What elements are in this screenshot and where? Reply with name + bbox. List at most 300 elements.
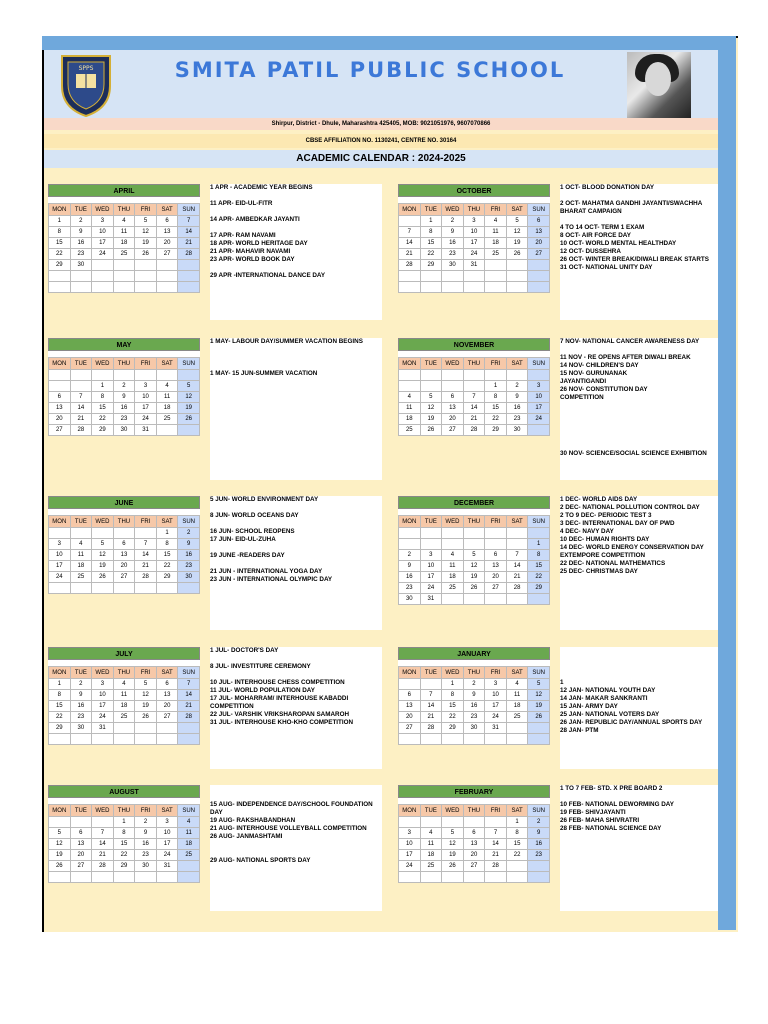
date-cell: 18 [485, 238, 507, 249]
section-band [44, 770, 718, 784]
event-line [210, 849, 382, 857]
day-name: SUN [178, 516, 200, 528]
event-line: 29 APR -INTERNATIONAL DANCE DAY [210, 272, 326, 279]
event-line [560, 647, 718, 655]
day-name: SAT [506, 667, 528, 679]
top-bar [42, 36, 736, 50]
date-cell: 26 [442, 861, 464, 872]
day-name: FRI [485, 358, 507, 370]
event-line [210, 224, 382, 232]
date-cell [442, 539, 464, 550]
date-cell [442, 370, 464, 381]
date-cell [485, 594, 507, 605]
event-line: 7 NOV- NATIONAL CANCER AWARENESS DAY [560, 338, 700, 345]
day-name: WED [442, 805, 464, 817]
date-cell: 19 [463, 572, 485, 583]
event-line: 17 JUL- MOHARRAM/ INTERHOUSE KABADDI [210, 695, 349, 702]
date-cell: 28 [178, 249, 200, 260]
date-cell [70, 370, 92, 381]
date-cell [442, 528, 464, 539]
event-line: 1 APR - ACADEMIC YEAR BEGINS [210, 184, 313, 191]
date-cell: 8 [156, 539, 178, 550]
date-cell [156, 872, 178, 883]
date-cell: 15 [506, 839, 528, 850]
date-cell: 9 [178, 539, 200, 550]
date-cell: 7 [178, 216, 200, 227]
section-band [44, 632, 718, 646]
date-cell: 26 [135, 712, 157, 723]
date-cell: 28 [92, 861, 114, 872]
event-line [560, 426, 718, 434]
date-cell [528, 734, 550, 745]
date-cell: 15 [49, 238, 71, 249]
date-cell: 4 [113, 679, 135, 690]
date-cell: 26 [420, 425, 442, 436]
date-cell: 24 [420, 583, 442, 594]
event-line [210, 560, 382, 568]
date-cell [135, 872, 157, 883]
event-line: 1 OCT- BLOOD DONATION DAY [560, 184, 655, 191]
date-cell: 23 [506, 414, 528, 425]
date-cell [463, 271, 485, 282]
date-cell: 8 [442, 690, 464, 701]
date-cell: 3 [92, 216, 114, 227]
date-cell [70, 583, 92, 594]
date-cell: 11 [442, 561, 464, 572]
affiliation-line: CBSE AFFILIATION NO. 1130241, CENTRE NO. 30164 [44, 134, 718, 148]
date-cell: 7 [70, 392, 92, 403]
event-line: 2 OCT- MAHATMA GANDHI JAYANTI/SWACHHA [560, 200, 703, 207]
date-cell: 16 [399, 572, 421, 583]
date-cell: 12 [135, 690, 157, 701]
date-cell [399, 817, 421, 828]
event-line: COMPETITION [560, 394, 604, 401]
date-cell: 5 [528, 679, 550, 690]
date-cell: 2 [399, 550, 421, 561]
event-line: 1 JUL- DOCTOR'S DAY [210, 647, 279, 654]
section-band [44, 170, 718, 184]
event-line [210, 264, 382, 272]
date-cell: 1 [528, 539, 550, 550]
event-line [210, 192, 382, 200]
date-cell [156, 425, 178, 436]
date-cell [92, 260, 114, 271]
date-cell [420, 817, 442, 828]
date-cell: 26 [135, 249, 157, 260]
event-line: 14 DEC- WORLD ENERGY CONSERVATION DAY [560, 544, 704, 551]
event-line: 3 DEC- INTERNATIONAL DAY OF PWD [560, 520, 675, 527]
date-cell [399, 528, 421, 539]
event-line [210, 346, 382, 354]
date-cell: 2 [442, 216, 464, 227]
date-cell: 5 [135, 216, 157, 227]
events-list-june [210, 496, 382, 630]
day-name: TUE [70, 358, 92, 370]
day-name: TUE [420, 358, 442, 370]
date-cell [442, 282, 464, 293]
date-cell: 2 [135, 817, 157, 828]
date-cell: 28 [463, 425, 485, 436]
date-cell: 4 [399, 392, 421, 403]
date-cell: 9 [506, 392, 528, 403]
day-name: FRI [135, 516, 157, 528]
event-line: COMPETITION [210, 703, 254, 710]
event-line: 22 DEC- NATIONAL MATHEMATICS [560, 560, 666, 567]
event-line: 1 TO 7 FEB- STD. X PRE BOARD 2 [560, 785, 663, 792]
event-line: 21 AUG- INTERHOUSE VOLLEYBALL COMPETITION [210, 825, 367, 832]
event-line: 10 OCT- WORLD MENTAL HEALTHDAY [560, 240, 677, 247]
date-cell [420, 381, 442, 392]
date-cell [135, 528, 157, 539]
date-cell [463, 734, 485, 745]
date-cell [135, 583, 157, 594]
event-line: 26 AUG- JANMASHTAMI [210, 833, 283, 840]
date-cell [399, 539, 421, 550]
date-cell: 21 [70, 414, 92, 425]
date-cell: 11 [113, 227, 135, 238]
month-calendar-february [398, 785, 550, 883]
date-cell: 6 [442, 392, 464, 403]
day-name: MON [399, 805, 421, 817]
date-cell: 3 [156, 817, 178, 828]
date-cell: 29 [528, 583, 550, 594]
event-line: 21 JUN - INTERNATIONAL YOGA DAY [210, 568, 323, 575]
date-cell: 8 [49, 690, 71, 701]
day-name: TUE [420, 667, 442, 679]
event-line: 23 JUN - INTERNATIONAL OLYMPIC DAY [210, 576, 333, 583]
date-cell: 1 [49, 216, 71, 227]
date-cell [485, 260, 507, 271]
date-cell [528, 594, 550, 605]
date-cell [156, 583, 178, 594]
date-cell [113, 271, 135, 282]
event-line [560, 216, 718, 224]
day-name: MON [49, 667, 71, 679]
day-name: TUE [420, 805, 442, 817]
day-name: SUN [178, 667, 200, 679]
date-cell [113, 872, 135, 883]
month-name: APRIL [48, 184, 200, 197]
date-cell: 10 [463, 227, 485, 238]
date-cell: 16 [506, 403, 528, 414]
date-cell: 11 [399, 403, 421, 414]
right-bar [718, 50, 736, 930]
date-cell [463, 381, 485, 392]
date-cell: 30 [399, 594, 421, 605]
event-line [560, 418, 718, 426]
date-cell: 15 [49, 701, 71, 712]
date-cell: 6 [156, 679, 178, 690]
date-cell: 23 [178, 561, 200, 572]
events-list-december [560, 496, 718, 630]
day-name: SAT [156, 667, 178, 679]
event-line: 15 JAN- ARMY DAY [560, 703, 618, 710]
date-cell: 29 [113, 861, 135, 872]
day-name: FRI [135, 805, 157, 817]
event-line [560, 192, 718, 200]
event-line [210, 793, 382, 801]
date-cell: 14 [399, 238, 421, 249]
date-cell: 19 [178, 403, 200, 414]
date-cell: 23 [463, 712, 485, 723]
date-cell [178, 370, 200, 381]
date-cell: 6 [70, 828, 92, 839]
event-line: 10 DEC- HUMAN RIGHTS DAY [560, 536, 650, 543]
calendar-title: ACADEMIC CALENDAR : 2024-2025 [44, 150, 718, 168]
event-line: BHARAT CAMPAIGN [560, 208, 622, 215]
date-cell [506, 872, 528, 883]
date-cell: 21 [92, 850, 114, 861]
date-cell: 2 [70, 216, 92, 227]
event-line: 30 NOV- SCIENCE/SOCIAL SCIENCE EXHIBITION [560, 450, 707, 457]
date-cell [49, 528, 71, 539]
date-cell: 6 [49, 392, 71, 403]
date-cell: 31 [135, 425, 157, 436]
date-cell [92, 528, 114, 539]
date-cell [92, 817, 114, 828]
date-cell: 11 [156, 392, 178, 403]
event-line: 12 OCT- DUSSEHRA [560, 248, 621, 255]
date-cell: 8 [92, 392, 114, 403]
date-cell: 26 [528, 712, 550, 723]
event-line: 19 AUG- RAKSHABANDHAN [210, 817, 296, 824]
date-cell [92, 734, 114, 745]
date-cell: 27 [485, 583, 507, 594]
date-cell: 14 [178, 690, 200, 701]
event-line: 23 APR- WORLD BOOK DAY [210, 256, 295, 263]
date-cell: 8 [420, 227, 442, 238]
date-cell: 17 [528, 403, 550, 414]
date-cell [506, 539, 528, 550]
date-cell: 11 [485, 227, 507, 238]
date-cell: 1 [156, 528, 178, 539]
date-cell: 26 [92, 572, 114, 583]
date-cell [135, 282, 157, 293]
date-cell: 22 [485, 414, 507, 425]
events-list-april [210, 184, 382, 320]
date-cell: 18 [506, 701, 528, 712]
date-cell [528, 260, 550, 271]
date-cell: 27 [49, 425, 71, 436]
day-name: THU [463, 358, 485, 370]
date-cell: 7 [485, 828, 507, 839]
date-cell: 17 [49, 561, 71, 572]
date-cell: 13 [70, 839, 92, 850]
date-cell: 25 [399, 425, 421, 436]
date-cell: 4 [178, 817, 200, 828]
date-cell [485, 528, 507, 539]
day-name: SUN [528, 204, 550, 216]
event-line [210, 208, 382, 216]
date-cell: 25 [178, 850, 200, 861]
month-calendar-august [48, 785, 200, 883]
date-cell: 12 [528, 690, 550, 701]
date-cell: 9 [463, 690, 485, 701]
date-cell: 24 [49, 572, 71, 583]
date-cell [399, 872, 421, 883]
day-name: SUN [528, 805, 550, 817]
date-cell: 30 [70, 260, 92, 271]
date-cell: 14 [420, 701, 442, 712]
date-cell: 10 [528, 392, 550, 403]
date-cell [463, 539, 485, 550]
event-line: 25 DEC- CHRISTMAS DAY [560, 568, 638, 575]
date-cell [399, 734, 421, 745]
date-cell: 7 [399, 227, 421, 238]
date-cell: 27 [70, 861, 92, 872]
date-cell: 3 [528, 381, 550, 392]
day-name: WED [442, 516, 464, 528]
date-cell [113, 282, 135, 293]
date-cell: 20 [49, 414, 71, 425]
date-cell [92, 282, 114, 293]
date-cell: 31 [485, 723, 507, 734]
date-cell: 15 [485, 403, 507, 414]
date-cell: 19 [420, 414, 442, 425]
day-name: SUN [178, 358, 200, 370]
date-cell: 3 [135, 381, 157, 392]
date-cell: 23 [70, 712, 92, 723]
date-cell: 19 [442, 850, 464, 861]
date-cell: 6 [399, 690, 421, 701]
date-cell [506, 594, 528, 605]
date-cell [420, 679, 442, 690]
date-cell [528, 271, 550, 282]
date-cell [178, 734, 200, 745]
date-cell: 23 [399, 583, 421, 594]
date-cell: 3 [399, 828, 421, 839]
day-name: WED [92, 667, 114, 679]
month-calendar-october [398, 184, 550, 293]
date-cell: 16 [113, 403, 135, 414]
date-cell [506, 528, 528, 539]
day-name: FRI [485, 805, 507, 817]
date-cell: 1 [113, 817, 135, 828]
date-cell [156, 370, 178, 381]
day-name: SUN [178, 204, 200, 216]
date-cell: 20 [113, 561, 135, 572]
date-cell: 17 [92, 701, 114, 712]
day-name: FRI [135, 667, 157, 679]
date-cell: 31 [156, 861, 178, 872]
date-cell: 17 [135, 403, 157, 414]
date-cell [420, 734, 442, 745]
day-name: TUE [70, 204, 92, 216]
day-name: TUE [420, 516, 442, 528]
day-name: TUE [70, 516, 92, 528]
date-cell: 9 [135, 828, 157, 839]
events-list-january [560, 647, 718, 769]
date-cell: 25 [156, 414, 178, 425]
date-cell: 7 [463, 392, 485, 403]
date-cell: 12 [463, 561, 485, 572]
date-cell: 24 [463, 249, 485, 260]
day-name: TUE [420, 204, 442, 216]
day-name: THU [463, 667, 485, 679]
date-cell: 10 [49, 550, 71, 561]
date-cell [528, 425, 550, 436]
date-cell: 27 [528, 249, 550, 260]
day-name: WED [92, 358, 114, 370]
date-cell: 22 [506, 850, 528, 861]
event-line [560, 434, 718, 442]
date-cell [92, 872, 114, 883]
event-line [560, 655, 718, 663]
date-cell: 18 [399, 414, 421, 425]
date-cell [70, 528, 92, 539]
date-cell: 4 [420, 828, 442, 839]
date-cell: 24 [485, 712, 507, 723]
date-cell: 26 [506, 249, 528, 260]
date-cell [178, 583, 200, 594]
date-cell [463, 817, 485, 828]
day-name: FRI [135, 358, 157, 370]
events-list-august [210, 785, 382, 911]
date-cell [70, 271, 92, 282]
event-line: DAY [210, 809, 223, 816]
date-cell: 5 [49, 828, 71, 839]
date-cell [113, 370, 135, 381]
date-cell [49, 817, 71, 828]
date-cell: 25 [113, 249, 135, 260]
day-name: SAT [506, 516, 528, 528]
date-cell: 18 [113, 701, 135, 712]
day-name: SAT [156, 204, 178, 216]
date-cell: 17 [485, 701, 507, 712]
date-cell [442, 734, 464, 745]
event-line: 8 JUN- WORLD OCEANS DAY [210, 512, 299, 519]
school-name: SMITA PATIL PUBLIC SCHOOL [174, 58, 566, 82]
day-name: FRI [485, 667, 507, 679]
date-cell: 14 [135, 550, 157, 561]
events-list-july [210, 647, 382, 769]
date-cell: 6 [528, 216, 550, 227]
date-cell: 18 [70, 561, 92, 572]
month-calendar-july [48, 647, 200, 745]
date-cell [485, 370, 507, 381]
date-cell: 22 [49, 712, 71, 723]
date-cell: 15 [92, 403, 114, 414]
date-cell: 24 [92, 712, 114, 723]
day-name: TUE [70, 805, 92, 817]
date-cell: 10 [135, 392, 157, 403]
date-cell: 19 [506, 238, 528, 249]
date-cell: 13 [49, 403, 71, 414]
month-calendar-january [398, 647, 550, 745]
date-cell: 29 [485, 425, 507, 436]
day-name: FRI [485, 516, 507, 528]
month-name: DECEMBER [398, 496, 550, 509]
date-cell: 12 [178, 392, 200, 403]
date-cell [506, 723, 528, 734]
event-line: 26 JAN- REPUBLIC DAY/ANNUAL SPORTS DAY [560, 719, 703, 726]
date-cell: 3 [463, 216, 485, 227]
date-cell: 27 [113, 572, 135, 583]
date-cell: 4 [113, 216, 135, 227]
day-name: THU [113, 516, 135, 528]
date-cell: 25 [485, 249, 507, 260]
date-cell: 17 [156, 839, 178, 850]
date-cell: 10 [156, 828, 178, 839]
date-cell [506, 271, 528, 282]
date-cell: 23 [528, 850, 550, 861]
month-calendar-may [48, 338, 200, 436]
date-cell: 29 [49, 723, 71, 734]
events-list-february [560, 785, 718, 911]
date-cell [463, 594, 485, 605]
date-cell: 26 [49, 861, 71, 872]
day-name: WED [92, 204, 114, 216]
